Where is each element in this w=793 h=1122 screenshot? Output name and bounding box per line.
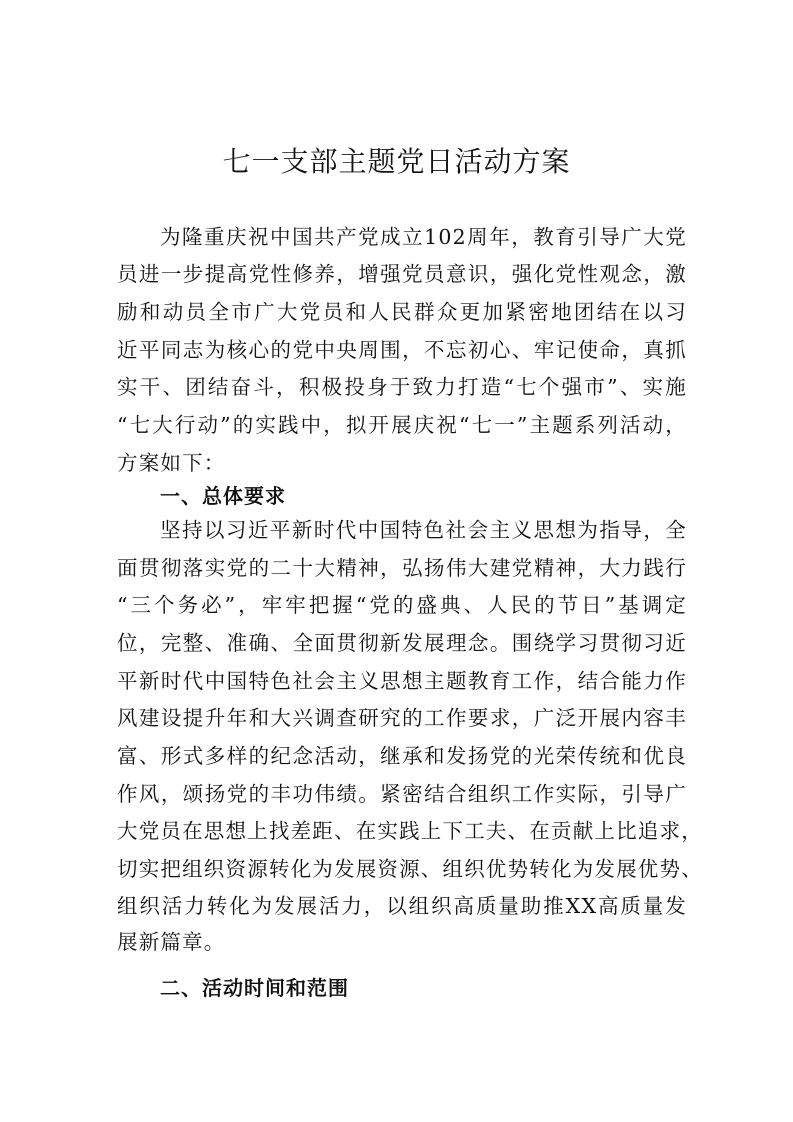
paragraph-line: “七大行动”的实践中，拟开展庆祝“七一”主题系列活动， (117, 413, 687, 437)
paragraph-line: 近平同志为核心的党中央周围，不忘初心、牢记使命，真抓 (117, 338, 687, 362)
paragraph-line: 面贯彻落实党的二十大精神，弘扬伟大建党精神，大力践行 (117, 556, 687, 580)
paragraph-line: 为隆重庆祝中国共产党成立102周年，教育引导广大党 (160, 225, 687, 249)
paragraph-line: 组织活力转化为发展活力，以组织高质量助推XX高质量发 (117, 894, 687, 918)
paragraph-line: 位，完整、准确、全面贯彻新发展理念。围绕学习贯彻习近 (117, 631, 687, 655)
paragraph-line: 员进一步提高党性修养，增强党员意识，强化党性观念，激 (117, 262, 687, 286)
paragraph-line: 富、形式多样的纪念活动，继承和发扬党的光荣传统和优良 (117, 744, 687, 768)
paragraph-line: 方案如下： (117, 451, 226, 475)
paragraph-line: 坚持以习近平新时代中国特色社会主义思想为指导，全 (160, 518, 687, 542)
paragraph-line: 展新篇章。 (117, 930, 226, 954)
section-heading: 二、活动时间和范围 (160, 976, 349, 1000)
paragraph-line: 切实把组织资源转化为发展资源、组织优势转化为发展优势、 (117, 857, 703, 881)
paragraph-line: 作风，颂扬党的丰功伟绩。紧密结合组织工作实际，引导广 (117, 782, 687, 806)
document-title: 七一支部主题党日活动方案 (222, 145, 571, 178)
paragraph-line: 大党员在思想上找差距、在实践上下工夫、在贡献上比追求， (117, 819, 703, 843)
paragraph-line: 实干、团结奋斗，积极投身于致力打造“七个强市”、实施 (117, 375, 687, 399)
paragraph-line: 平新时代中国特色社会主义思想主题教育工作，结合能力作 (117, 669, 687, 693)
paragraph-line: 风建设提升年和大兴调查研究的工作要求，广泛开展内容丰 (117, 706, 687, 730)
paragraph-line: “三个务必”，牢牢把握“党的盛典、人民的节日”基调定 (117, 593, 687, 617)
section-heading: 一、总体要求 (160, 484, 286, 508)
paragraph-line: 励和动员全市广大党员和人民群众更加紧密地团结在以习 (117, 300, 687, 324)
